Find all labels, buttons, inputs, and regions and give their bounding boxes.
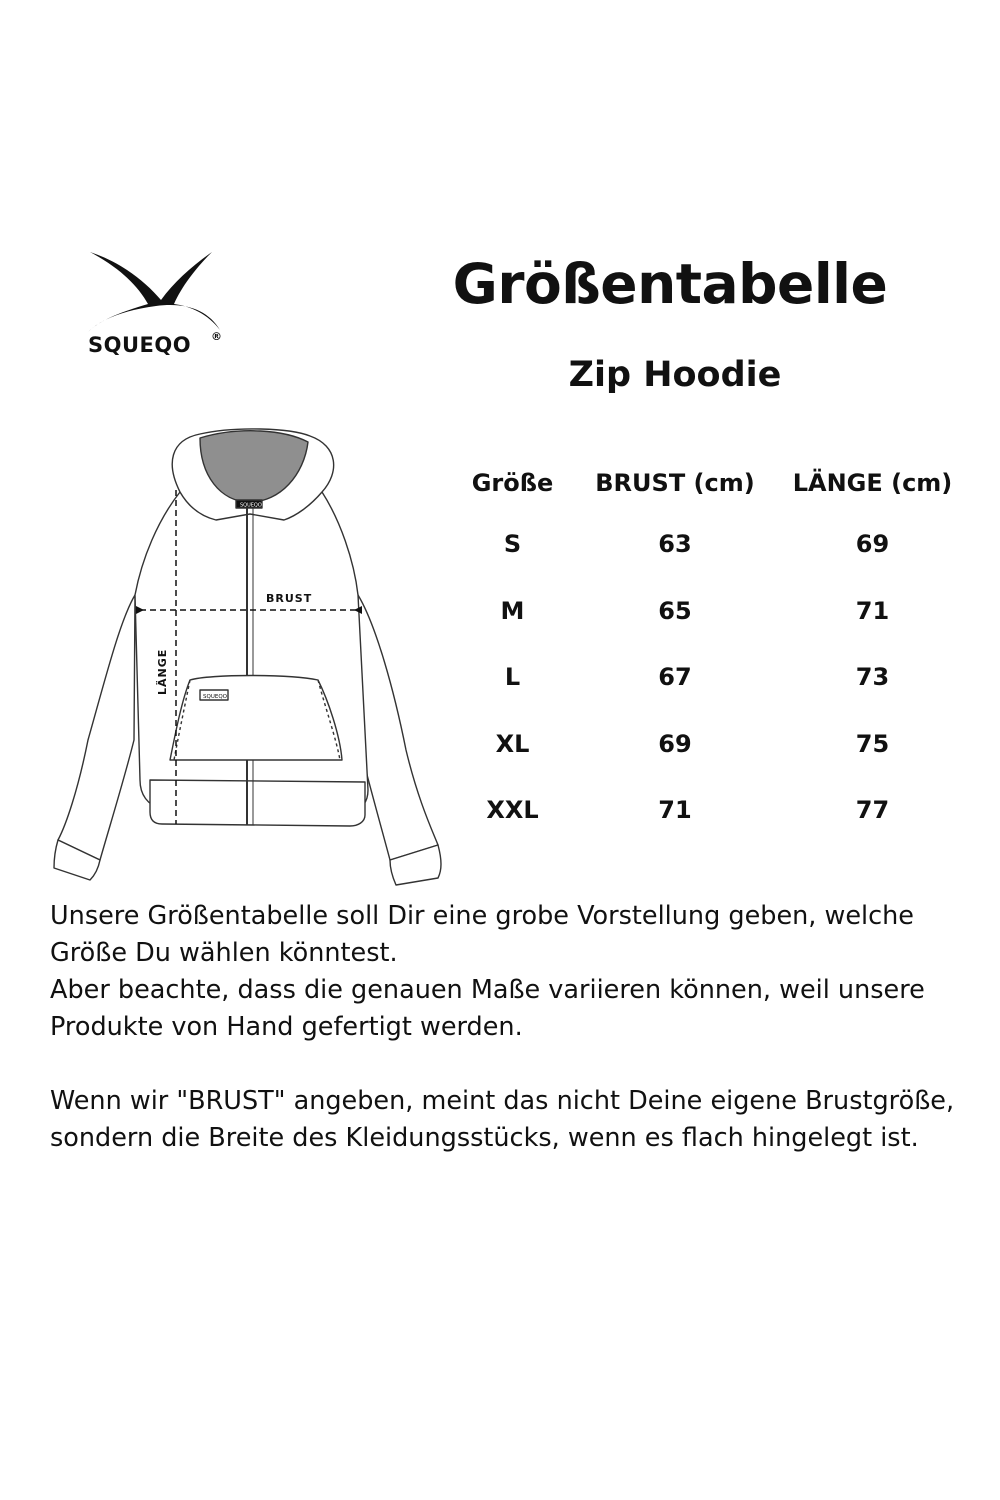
chest-cell: 63 [658,530,692,559]
note-paragraph-3: Wenn wir "BRUST" angeben, meint das nicht Deine eigene Brustgröße, sondern die Breite des Kleidungsstücks, wenn es flach hingelegt ist. [50,1086,955,1153]
chest-cell: 67 [658,663,692,692]
zip-hoodie-illustration-icon [40,420,460,890]
length-cell: 77 [855,796,890,825]
chest-tag-label: SQUEQO [240,502,262,509]
chest-label: BRUST [266,592,313,605]
table-row [455,511,965,578]
size-cell: XXL [486,796,539,825]
page-title: Größentabelle [452,252,888,316]
chest-cell: 65 [658,596,692,625]
note-paragraph-2: Aber beachte, dass die genauen Maße variieren können, weil unsere Produkte von Hand gefertigt werden. [50,975,925,1042]
chest-cell: 69 [658,729,692,758]
length-cell: 71 [855,596,890,625]
size-cell: L [504,663,521,692]
table-header-row [455,455,965,511]
registered-mark: ® [211,330,222,343]
table-row [455,711,965,778]
page-subtitle: Zip Hoodie [568,355,782,395]
size-table [455,455,965,844]
length-cell: 69 [855,530,890,559]
table-row [455,644,965,711]
column-header-length: LÄNGE (cm) [792,469,953,497]
note-paragraph-1: Unsere Größentabelle soll Dir eine grobe Vorstellung geben, welche Größe Du wählen könntest. [50,901,914,968]
table-row [455,777,965,844]
length-cell: 75 [855,729,890,758]
size-cell: XL [495,729,530,758]
length-cell: 73 [855,663,890,692]
chest-cell: 71 [658,796,692,825]
table-row [455,578,965,645]
size-cell: S [503,530,522,559]
brand-name: SQUEQO [88,333,192,357]
column-header-chest: BRUST (cm) [595,469,755,497]
size-notes [50,898,970,1157]
pocket-tag-label: SQUEQO [203,694,227,700]
length-label: LÄNGE [156,648,169,695]
column-header-size: Größe [471,469,554,497]
size-cell: M [500,596,525,625]
